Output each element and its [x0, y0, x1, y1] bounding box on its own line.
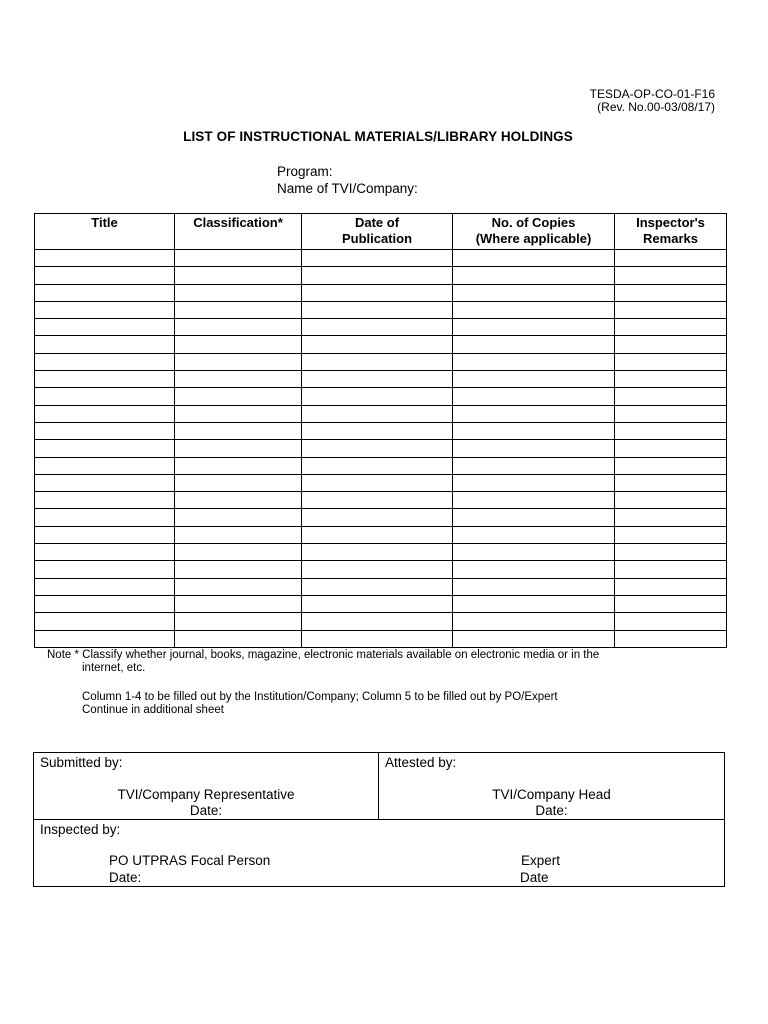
table-cell: [175, 440, 302, 457]
document-title: LIST OF INSTRUCTIONAL MATERIALS/LIBRARY HOLDINGS: [183, 129, 573, 144]
table-cell: [35, 250, 175, 267]
table-cell: [453, 336, 615, 353]
table-cell: [302, 267, 453, 284]
table-cell: [453, 301, 615, 318]
revision-number: (Rev. No.00-03/08/17): [597, 100, 715, 114]
table-cell: [615, 595, 727, 612]
table-cell: [35, 267, 175, 284]
table-cell: [302, 301, 453, 318]
table-cell: [615, 319, 727, 336]
table-cell: [615, 440, 727, 457]
table-row: [35, 250, 727, 267]
table-cell: [302, 440, 453, 457]
table-cell: [615, 301, 727, 318]
table-cell: [453, 440, 615, 457]
table-cell: [302, 457, 453, 474]
table-cell: [615, 371, 727, 388]
table-cell: [453, 422, 615, 439]
table-cell: [302, 630, 453, 647]
table-cell: [175, 388, 302, 405]
table-row: [35, 353, 727, 370]
table-cell: [35, 474, 175, 491]
date-label-2: Date:: [535, 803, 568, 818]
table-cell: [35, 613, 175, 630]
table-cell: [615, 630, 727, 647]
table-cell: [302, 353, 453, 370]
table-cell: [175, 405, 302, 422]
table-row: [35, 492, 727, 509]
table-cell: [302, 388, 453, 405]
table-row: [35, 267, 727, 284]
table-cell: [302, 526, 453, 543]
table-cell: [453, 405, 615, 422]
table-row: [35, 457, 727, 474]
column-note: Column 1-4 to be filled out by the Institution/Company; Column 5 to be filled out by PO/Expert: [82, 691, 558, 703]
table-cell: [615, 613, 727, 630]
table-cell: [615, 250, 727, 267]
col-remarks-header: Inspector's Remarks: [615, 214, 727, 250]
table-cell: [453, 319, 615, 336]
table-cell: [453, 578, 615, 595]
table-cell: [615, 526, 727, 543]
table-cell: [615, 336, 727, 353]
table-row: [35, 561, 727, 578]
table-cell: [453, 388, 615, 405]
table-row: [35, 440, 727, 457]
table-cell: [615, 509, 727, 526]
table-cell: [302, 578, 453, 595]
table-cell: [175, 319, 302, 336]
table-cell: [302, 422, 453, 439]
table-cell: [175, 509, 302, 526]
holdings-table: [34, 213, 727, 648]
tvi-head-label: TVI/Company Head: [492, 787, 611, 802]
table-cell: [175, 371, 302, 388]
table-cell: [175, 544, 302, 561]
table-row: [35, 526, 727, 543]
table-cell: [35, 561, 175, 578]
table-cell: [615, 457, 727, 474]
table-cell: [453, 561, 615, 578]
table-cell: [302, 595, 453, 612]
table-cell: [175, 336, 302, 353]
table-cell: [302, 509, 453, 526]
table-cell: [302, 284, 453, 301]
table-header-row: [35, 214, 727, 250]
table-cell: [453, 371, 615, 388]
table-cell: [453, 509, 615, 526]
table-cell: [453, 630, 615, 647]
table-row: [35, 578, 727, 595]
table-row: [35, 613, 727, 630]
table-cell: [615, 492, 727, 509]
table-cell: [35, 595, 175, 612]
table-cell: [35, 578, 175, 595]
note-line-1: Note * Classify whether journal, books, magazine, electronic materials available on electronic media or in the: [47, 649, 600, 661]
submitted-by-label: Submitted by:: [40, 755, 123, 770]
po-focal-person-label: PO UTPRAS Focal Person: [109, 853, 271, 868]
inspected-by-label: Inspected by:: [40, 822, 121, 837]
attested-by-label: Attested by:: [385, 755, 457, 770]
table-cell: [615, 267, 727, 284]
table-cell: [453, 250, 615, 267]
table-cell: [302, 250, 453, 267]
table-cell: [175, 526, 302, 543]
table-cell: [35, 388, 175, 405]
table-cell: [615, 353, 727, 370]
table-cell: [302, 474, 453, 491]
table-row: [35, 388, 727, 405]
col-classification-header: Classification*: [175, 214, 302, 250]
submitted-by-cell: [34, 753, 379, 820]
table-row: [35, 301, 727, 318]
table-cell: [175, 301, 302, 318]
table-cell: [35, 405, 175, 422]
table-cell: [35, 336, 175, 353]
date-label-1: Date:: [189, 803, 223, 818]
table-cell: [302, 405, 453, 422]
table-cell: [175, 578, 302, 595]
table-cell: [615, 561, 727, 578]
table-cell: [175, 474, 302, 491]
table-cell: [35, 301, 175, 318]
table-row: [35, 319, 727, 336]
table-cell: [302, 544, 453, 561]
table-row: [35, 474, 727, 491]
table-cell: [35, 422, 175, 439]
table-cell: [175, 561, 302, 578]
table-row: [35, 509, 727, 526]
table-cell: [175, 492, 302, 509]
table-cell: [453, 353, 615, 370]
form-code: TESDA-OP-CO-01-F16: [589, 87, 715, 101]
table-row: [35, 544, 727, 561]
table-cell: [35, 544, 175, 561]
table-cell: [615, 544, 727, 561]
date-label-4: Date: [520, 870, 549, 885]
continue-note: Continue in additional sheet: [82, 704, 224, 716]
table-cell: [615, 474, 727, 491]
table-row: [35, 422, 727, 439]
table-cell: [615, 578, 727, 595]
table-cell: [453, 267, 615, 284]
program-label: Program:: [277, 164, 333, 179]
table-cell: [302, 319, 453, 336]
expert-label: Expert: [521, 853, 561, 868]
date-label-3: Date:: [109, 870, 142, 885]
table-cell: [175, 457, 302, 474]
table-cell: [615, 388, 727, 405]
col-copies-header: No. of Copies (Where applicable): [453, 214, 615, 250]
col-date-header: Date of Publication: [302, 214, 453, 250]
table-cell: [302, 561, 453, 578]
table-cell: [453, 613, 615, 630]
note-line-2: internet, etc.: [82, 662, 146, 674]
table-cell: [35, 440, 175, 457]
table-cell: [453, 474, 615, 491]
table-cell: [175, 613, 302, 630]
table-row: [35, 595, 727, 612]
table-row: [35, 336, 727, 353]
form-code-block: [590, 88, 715, 114]
table-cell: [35, 457, 175, 474]
table-cell: [453, 544, 615, 561]
table-cell: [453, 492, 615, 509]
table-cell: [453, 595, 615, 612]
table-cell: [302, 336, 453, 353]
table-row: [35, 284, 727, 301]
table-cell: [175, 630, 302, 647]
table-cell: [175, 422, 302, 439]
table-cell: [35, 630, 175, 647]
table-cell: [302, 371, 453, 388]
table-row: [35, 630, 727, 647]
table-cell: [35, 526, 175, 543]
inspected-by-cell: [34, 820, 725, 887]
table-cell: [302, 492, 453, 509]
tvi-company-label: Name of TVI/Company:: [277, 181, 418, 196]
table-row: [35, 371, 727, 388]
table-cell: [35, 509, 175, 526]
tvi-representative-label: TVI/Company Representative: [117, 787, 295, 802]
col-title-header: Title: [35, 214, 175, 250]
table-cell: [615, 405, 727, 422]
table-cell: [35, 284, 175, 301]
table-cell: [302, 613, 453, 630]
table-cell: [175, 267, 302, 284]
signature-table: [33, 752, 725, 887]
table-cell: [175, 284, 302, 301]
table-cell: [35, 353, 175, 370]
table-cell: [615, 422, 727, 439]
table-row: [35, 405, 727, 422]
table-cell: [175, 353, 302, 370]
table-cell: [35, 492, 175, 509]
table-cell: [35, 319, 175, 336]
table-cell: [175, 595, 302, 612]
table-cell: [453, 457, 615, 474]
table-cell: [175, 250, 302, 267]
attested-by-cell: [379, 753, 725, 820]
table-cell: [35, 371, 175, 388]
table-cell: [453, 526, 615, 543]
table-cell: [615, 284, 727, 301]
table-cell: [453, 284, 615, 301]
